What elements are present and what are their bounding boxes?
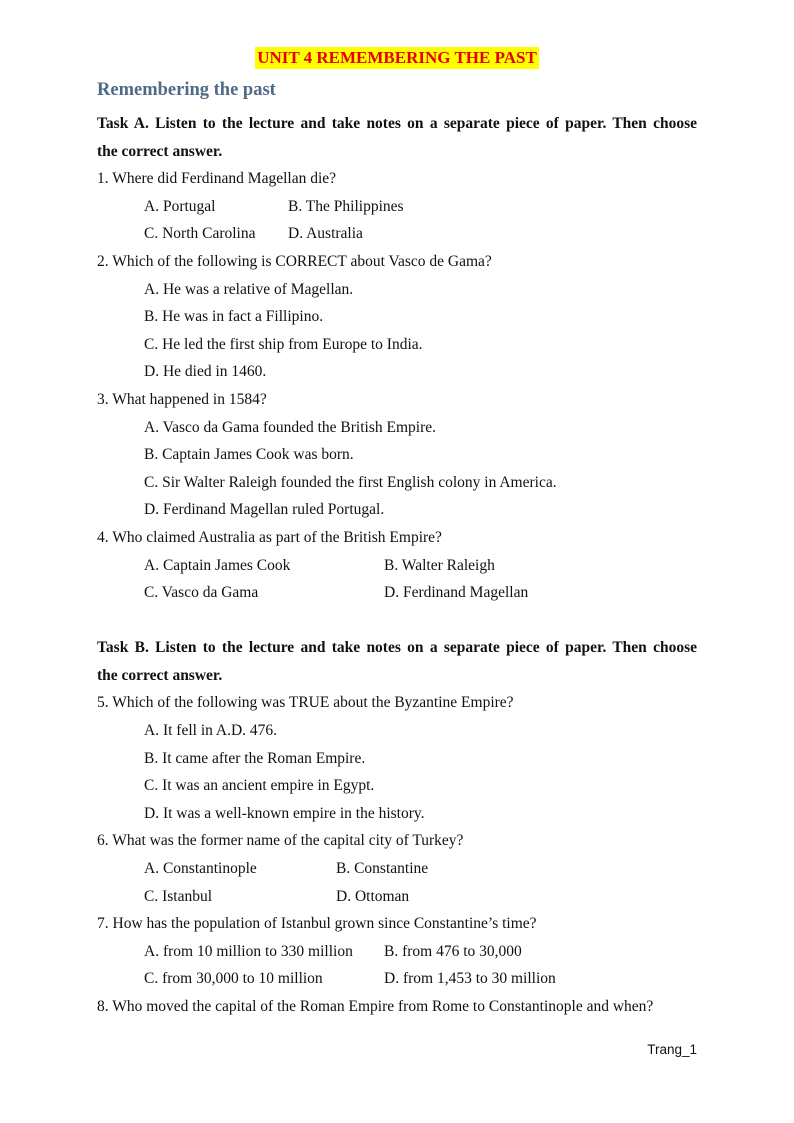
question-4: 4. Who claimed Australia as part of the British Empire? [97, 528, 442, 546]
q4-options-row-1 [97, 552, 697, 580]
question-2: 2. Which of the following is CORRECT about Vasco de Gama? [97, 252, 492, 270]
q3-row-b [97, 441, 697, 469]
q3-option-c: C. Sir Walter Raleigh founded the first English colony in America. [144, 473, 557, 491]
q2-row-b [97, 303, 697, 331]
q3-option-b: B. Captain James Cook was born. [144, 446, 354, 464]
q3-row-a [97, 414, 697, 442]
q2-row-d [97, 358, 697, 386]
q2-row-c [97, 331, 697, 359]
q3-option-a: A. Vasco da Gama founded the British Empire. [144, 418, 436, 436]
q2-option-a: A. He was a relative of Magellan. [144, 280, 354, 298]
task-b-instruction-end: the correct answer. [97, 666, 223, 684]
q7-options-row-1 [97, 938, 697, 966]
q5-option-c: C. It was an ancient empire in Egypt. [144, 777, 375, 795]
q3-option-d: D. Ferdinand Magellan ruled Portugal. [144, 501, 385, 519]
q3-row-d [97, 496, 697, 524]
task-b-instruction: Task B. Listen to the lecture and take notes on a separate piece of paper. Then choose [97, 639, 697, 657]
q6-option-b: B. Constantine [336, 860, 429, 878]
q6-option-c: C. Istanbul [144, 887, 213, 905]
q5-option-b: B. It came after the Roman Empire. [144, 749, 366, 767]
q4-option-a: A. Captain James Cook [144, 556, 291, 574]
q3-row-c [97, 469, 697, 497]
q6-options-row-2 [97, 883, 697, 911]
q1-options-row-2 [97, 220, 697, 248]
question-1: 1. Where did Ferdinand Magellan die? [97, 170, 337, 188]
q1-option-c: C. North Carolina [144, 225, 256, 243]
q2-option-c: C. He led the first ship from Europe to India. [144, 335, 423, 353]
question-3: 3. What happened in 1584? [97, 390, 267, 408]
q7-option-a: A. from 10 million to 330 million [144, 942, 353, 960]
q5-option-a: A. It fell in A.D. 476. [144, 722, 278, 740]
q6-option-d: D. Ottoman [336, 887, 410, 905]
title-wrap [0, 47, 794, 69]
q6-option-a: A. Constantinople [144, 860, 257, 878]
content [97, 110, 697, 1021]
q1-option-d: D. Australia [288, 225, 363, 243]
question-6: 6. What was the former name of the capital city of Turkey? [97, 832, 464, 850]
unit-title: UNIT 4 REMEMBERING THE PAST [257, 48, 537, 67]
task-a-instruction: Task A. Listen to the lecture and take notes on a separate piece of paper. Then choose [97, 115, 697, 132]
q1-options-row-1 [97, 193, 697, 221]
q4-options-row-2 [97, 579, 697, 607]
section-heading: Remembering the past [97, 80, 276, 100]
question-5: 5. Which of the following was TRUE about the Byzantine Empire? [97, 694, 514, 712]
q4-option-b: B. Walter Raleigh [384, 556, 495, 574]
task-a-instruction-end: the correct answer. [97, 142, 223, 160]
page-number: Trang_1 [647, 1042, 697, 1057]
q5-option-d: D. It was a well-known empire in the history. [144, 804, 425, 822]
q5-row-a [97, 717, 697, 745]
q4-option-d: D. Ferdinand Magellan [384, 584, 529, 602]
question-7: 7. How has the population of Istanbul grown since Constantine’s time? [97, 915, 537, 933]
q5-row-b [97, 745, 697, 773]
q6-options-row-1 [97, 855, 697, 883]
q1-option-a: A. Portugal [144, 197, 216, 215]
q5-row-c [97, 772, 697, 800]
q1-option-b: B. The Philippines [288, 197, 404, 215]
spacer [97, 607, 697, 635]
q7-option-b: B. from 476 to 30,000 [384, 942, 522, 960]
q2-row-a [97, 276, 697, 304]
question-8: 8. Who moved the capital of the Roman Empire from Rome to Constantinople and when? [97, 998, 654, 1015]
q2-option-b: B. He was in fact a Fillipino. [144, 308, 324, 326]
q2-option-d: D. He died in 1460. [144, 363, 267, 381]
q7-option-c: C. from 30,000 to 10 million [144, 970, 323, 988]
q5-row-d [97, 800, 697, 828]
q4-option-c: C. Vasco da Gama [144, 584, 259, 602]
q7-options-row-2 [97, 965, 697, 993]
q7-option-d: D. from 1,453 to 30 million [384, 970, 556, 988]
